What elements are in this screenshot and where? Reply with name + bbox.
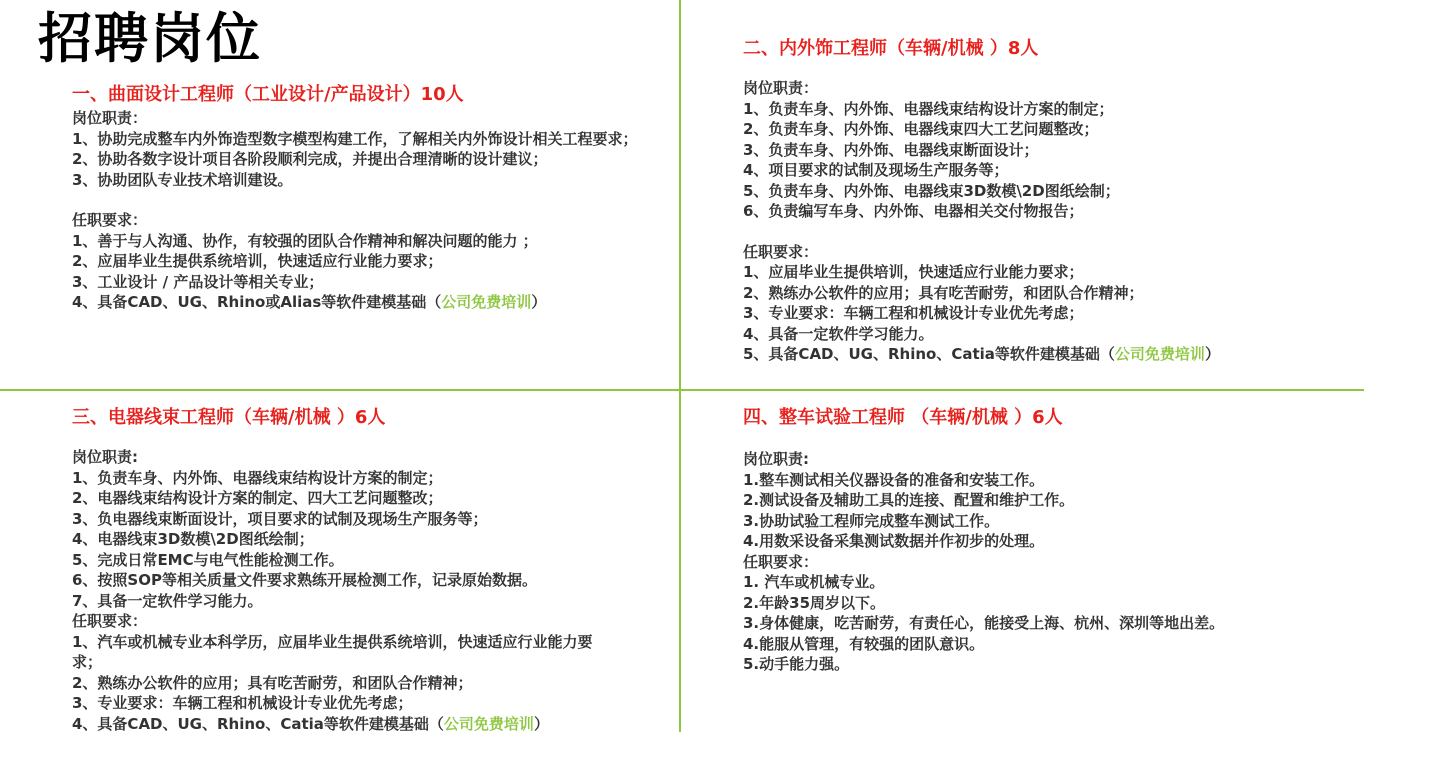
duty-item: 5、负责车身、内外饰、电器线束3D数模\2D图纸绘制；	[743, 181, 1120, 200]
duty-item: 3、负责车身、内外饰、电器线束断面设计；	[743, 140, 1039, 159]
duty-item: 6、负责编写车身、内外饰、电器相关交付物报告；	[743, 202, 1084, 220]
requirement-text: 5、具备CAD、UG、Rhino、Catia等软件建模基础（	[743, 345, 1115, 363]
job-section-vehicle-test-engineer	[743, 405, 1343, 675]
duty-item: 3、协助团队专业技术培训建设。	[72, 170, 293, 189]
requirement-item: 4.能服从管理，有较强的团队意识。	[743, 634, 985, 653]
horizontal-divider	[0, 389, 1364, 391]
job-details	[72, 108, 672, 313]
duties-label: 岗位职责:	[743, 450, 809, 468]
duty-item: 2、负责车身、内外饰、电器线束四大工艺问题整改；	[743, 120, 1099, 138]
close-paren: ）	[1204, 345, 1220, 363]
requirement-item: 3、专业要求：车辆工程和机械设计专业优先考虑；	[743, 304, 1084, 322]
duty-item: 7、具备一定软件学习能力。	[72, 591, 263, 610]
free-training-note: 公司免费培训	[1114, 345, 1205, 363]
duty-item: 1.整车测试相关仪器设备的准备和安装工作。	[743, 470, 1045, 489]
requirement-item: 2、熟练办公软件的应用；具有吃苦耐劳，和团队合作精神；	[743, 283, 1144, 302]
job-heading: 二、内外饰工程师（车辆/机械 ）8人	[743, 38, 1039, 59]
requirement-item: 1、应届毕业生提供培训，快速适应行业能力要求；	[743, 263, 1084, 281]
duty-item: 4、项目要求的试制及现场生产服务等；	[743, 161, 1009, 179]
requirements-label: 任职要求：	[72, 211, 148, 229]
free-training-note: 公司免费培训	[443, 714, 534, 733]
duty-item: 6、按照SOP等相关质量文件要求熟练开展检测工作，记录原始数据。	[72, 571, 537, 589]
job-heading: 三、电器线束工程师（车辆/机械 ）6人	[72, 407, 386, 428]
requirement-item: 5.动手能力强。	[743, 655, 850, 673]
requirement-item: 3、工业设计 / 产品设计等相关专业；	[72, 272, 324, 291]
duty-item: 2.测试设备及辅助工具的连接、配置和维护工作。	[743, 491, 1075, 509]
duty-item: 1、负责车身、内外饰、电器线束结构设计方案的制定；	[72, 468, 443, 487]
requirement-item: 3.身体健康，吃苦耐劳，有责任心，能接受上海、杭州、深圳等地出差。	[743, 614, 1225, 632]
requirement-item: 1、汽车或机械专业本科学历，应届毕业生提供系统培训，快速适应行业能力要求；	[72, 632, 593, 671]
requirements-label: 任职要求：	[743, 552, 819, 571]
job-details	[72, 447, 602, 734]
requirement-item: 1、善于与人沟通、协作，有较强的团队合作精神和解决问题的能力 ；	[72, 231, 538, 250]
requirement-text: 4、具备CAD、UG、Rhino、Catia等软件建模基础（	[72, 714, 444, 733]
job-section-surface-design-engineer	[72, 82, 682, 313]
requirement-text: 4、具备CAD、UG、Rhino或Alias等软件建模基础（	[72, 293, 442, 311]
duty-item: 2、电器线束结构设计方案的制定、四大工艺问题整改；	[72, 489, 443, 507]
duties-label: 岗位职责:	[72, 448, 138, 466]
requirement-item: 2、应届毕业生提供系统培训，快速适应行业能力要求；	[72, 252, 443, 270]
requirement-item: 3、专业要求：车辆工程和机械设计专业优先考虑；	[72, 694, 413, 712]
duties-label: 岗位职责：	[72, 109, 148, 127]
job-details	[743, 449, 1343, 675]
requirement-item-software	[743, 344, 1343, 365]
requirement-item-software	[72, 292, 672, 313]
requirement-item: 2.年龄35周岁以下。	[743, 593, 886, 612]
requirements-label: 任职要求：	[743, 242, 819, 261]
duty-item: 4、电器线束3D数模\2D图纸绘制；	[72, 530, 314, 548]
duty-item: 3、负电器线束断面设计，项目要求的试制及现场生产服务等；	[72, 509, 488, 528]
requirement-item: 1. 汽车或机械专业。	[743, 573, 885, 591]
duty-item: 1、协助完成整车内外饰造型数字模型构建工作，了解相关内外饰设计相关工程要求；	[72, 129, 638, 148]
job-section-wiring-harness-engineer	[72, 405, 682, 734]
close-paren: ）	[531, 293, 547, 311]
duty-item: 2、协助各数字设计项目各阶段顺利完成，并提出合理清晰的设计建议；	[72, 150, 548, 168]
job-heading: 四、整车试验工程师 （车辆/机械 ）6人	[743, 407, 1063, 428]
job-details	[743, 78, 1343, 365]
duty-item: 1、负责车身、内外饰、电器线束结构设计方案的制定；	[743, 99, 1114, 118]
requirement-item: 4、具备一定软件学习能力。	[743, 324, 934, 343]
requirement-item-software	[72, 714, 602, 735]
page-title: 招聘岗位	[38, 7, 262, 70]
free-training-note: 公司免费培训	[441, 293, 532, 311]
duty-item: 5、完成日常EMC与电气性能检测工作。	[72, 550, 344, 569]
duty-item: 3.协助试验工程师完成整车测试工作。	[743, 511, 1000, 530]
duty-item: 4.用数采设备采集测试数据并作初步的处理。	[743, 532, 1045, 550]
requirement-item: 2、熟练办公软件的应用；具有吃苦耐劳，和团队合作精神；	[72, 673, 473, 692]
job-heading: 一、曲面设计工程师（工业设计/产品设计）10人	[72, 84, 464, 105]
requirements-label: 任职要求：	[72, 612, 148, 630]
duties-label: 岗位职责：	[743, 79, 819, 97]
job-section-interior-exterior-engineer	[743, 36, 1343, 365]
close-paren: ）	[533, 714, 549, 733]
